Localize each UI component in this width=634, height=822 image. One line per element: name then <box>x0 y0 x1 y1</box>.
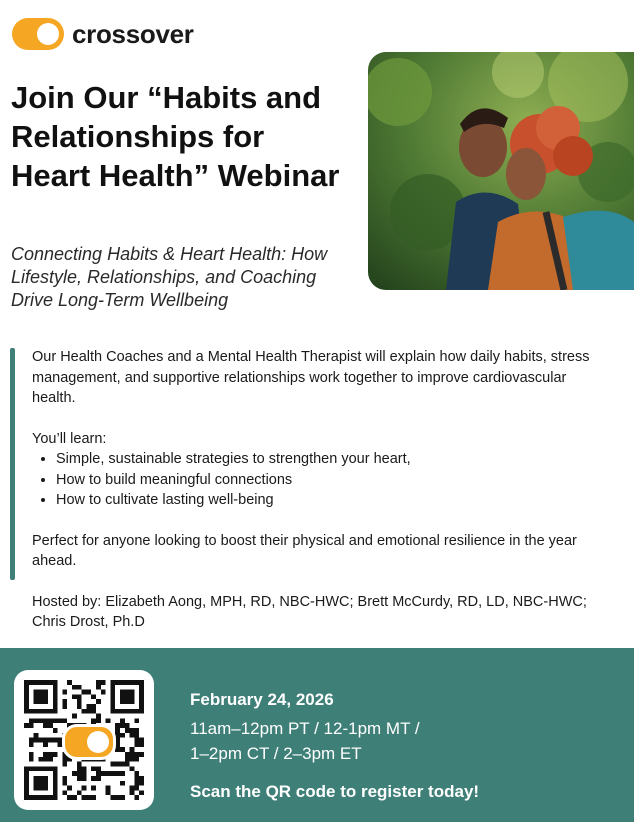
hero-photo <box>368 52 634 290</box>
hosted-by: Hosted by: Elizabeth Aong, MPH, RD, NBC-HWC; Brett McCurdy, RD, LD, NBC-HWC; Chris Drost, Ph.D <box>32 593 587 630</box>
learn-heading: You’ll learn: <box>32 430 107 447</box>
page-subtitle: Connecting Habits & Heart Health: How Lifestyle, Relationships, and Coaching Drive Long-Term Wellbeing <box>11 244 328 310</box>
list-item: • Simple, sustainable strategies to strengthen your heart, <box>56 449 607 470</box>
brand-logo <box>12 18 194 50</box>
page-title: Join Our “Habits and Relationships for Heart Health” Webinar <box>11 80 340 193</box>
brand-name: crossover <box>72 18 194 49</box>
event-footer <box>0 648 634 822</box>
intro-paragraph: Our Health Coaches and a Mental Health Therapist will explain how daily habits, stress management, and supportive relationships work together to improve cardiovascular health. <box>32 349 590 406</box>
toggle-switch-icon <box>12 18 64 50</box>
toggle-switch-icon <box>62 724 116 760</box>
event-date: February 24, 2026 <box>190 690 334 709</box>
qr-code-card[interactable] <box>14 670 154 810</box>
event-times-line-2: 1–2pm CT / 2–3pm ET <box>190 744 362 763</box>
event-times-line-1: 11am–12pm PT / 12-1pm MT / <box>190 719 420 738</box>
event-details <box>190 688 610 804</box>
register-cta: Scan the QR code to register today! <box>190 782 480 801</box>
accent-bar <box>10 348 15 580</box>
list-item: • How to cultivate lasting well-being <box>56 490 607 511</box>
closing-paragraph: Perfect for anyone looking to boost their physical and emotional resilience in the year ahead. <box>32 532 577 569</box>
learn-list <box>32 449 607 511</box>
webinar-description <box>32 347 607 633</box>
list-item: • How to build meaningful connections <box>56 470 607 491</box>
